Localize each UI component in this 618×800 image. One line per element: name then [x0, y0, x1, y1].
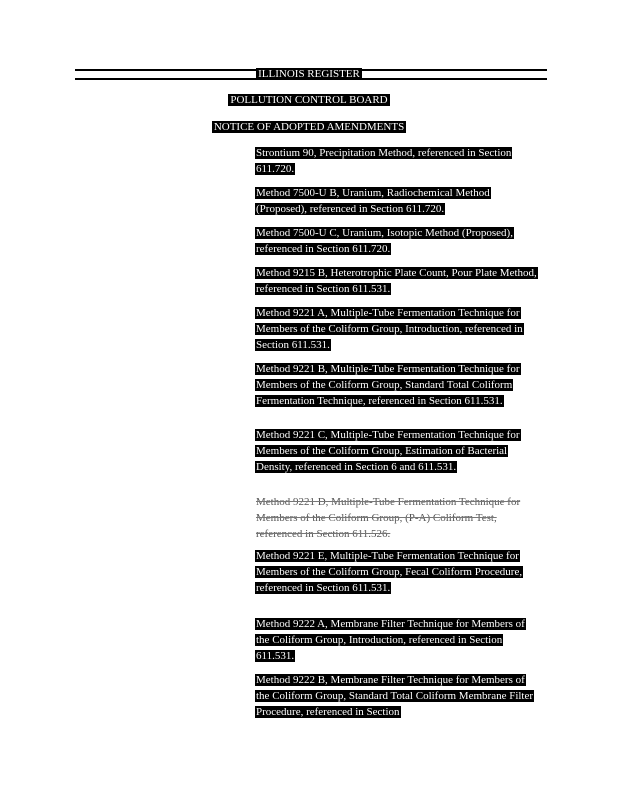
list-item: [255, 145, 540, 177]
list-item-text: Method 9221 E, Multiple-Tube Fermentation Technique for Members of the Coliform Group, Fecal Coliform Procedure, referenced in Section 611.531.: [256, 550, 523, 594]
list-item: [255, 265, 540, 297]
notice-title: [0, 121, 618, 133]
list-item-text: Method 9215 B, Heterotrophic Plate Count, Pour Plate Method, referenced in Section 611.531.: [256, 267, 537, 295]
board-title-text: POLLUTION CONTROL BOARD: [230, 94, 388, 106]
list-item: [255, 225, 540, 257]
list-item: [255, 548, 540, 596]
list-item: [255, 361, 540, 409]
list-item-deleted: [255, 494, 540, 542]
list-item: [255, 305, 540, 353]
list-item: [255, 185, 540, 217]
board-title: [0, 94, 618, 106]
register-title-text: ILLINOIS REGISTER: [258, 68, 360, 80]
list-item-text: Method 9222 B, Membrane Filter Technique for Members of the Coliform Group, Standard Total Coliform Membrane Filter Procedure, referenced in Section: [256, 674, 534, 718]
register-title: [0, 68, 618, 80]
notice-title-text: NOTICE OF ADOPTED AMENDMENTS: [213, 121, 405, 133]
list-item: [255, 672, 540, 720]
list-item-text: Method 7500-U B, Uranium, Radiochemical Method (Proposed), referenced in Section 611.720.: [256, 187, 490, 215]
list-item-text: Method 9221 D, Multiple-Tube Fermentation Technique for Members of the Coliform Group, (P-A) Coliform Test, referenced in Section 611.526.: [256, 496, 521, 540]
list-item: [255, 427, 540, 475]
list-item-text: Method 9221 A, Multiple-Tube Fermentation Technique for Members of the Coliform Group, Introduction, referenced in Section 611.531.: [256, 307, 523, 351]
list-item-text: Method 9222 A, Membrane Filter Technique for Members of the Coliform Group, Introduction, referenced in Section 611.531.: [256, 618, 525, 662]
list-item: [255, 616, 540, 664]
list-item-text: Strontium 90, Precipitation Method, referenced in Section 611.720.: [256, 147, 512, 175]
list-item-text: Method 7500-U C, Uranium, Isotopic Method (Proposed), referenced in Section 611.720.: [256, 227, 513, 255]
list-item-text: Method 9221 C, Multiple-Tube Fermentation Technique for Members of the Coliform Group, Estimation of Bacterial Density, referenced in Section 6 and 611.531.: [256, 429, 520, 473]
list-item-text: Method 9221 B, Multiple-Tube Fermentation Technique for Members of the Coliform Group, Standard Total Coliform Fermentation Technique, referenced in Section 611.531.: [256, 363, 520, 407]
